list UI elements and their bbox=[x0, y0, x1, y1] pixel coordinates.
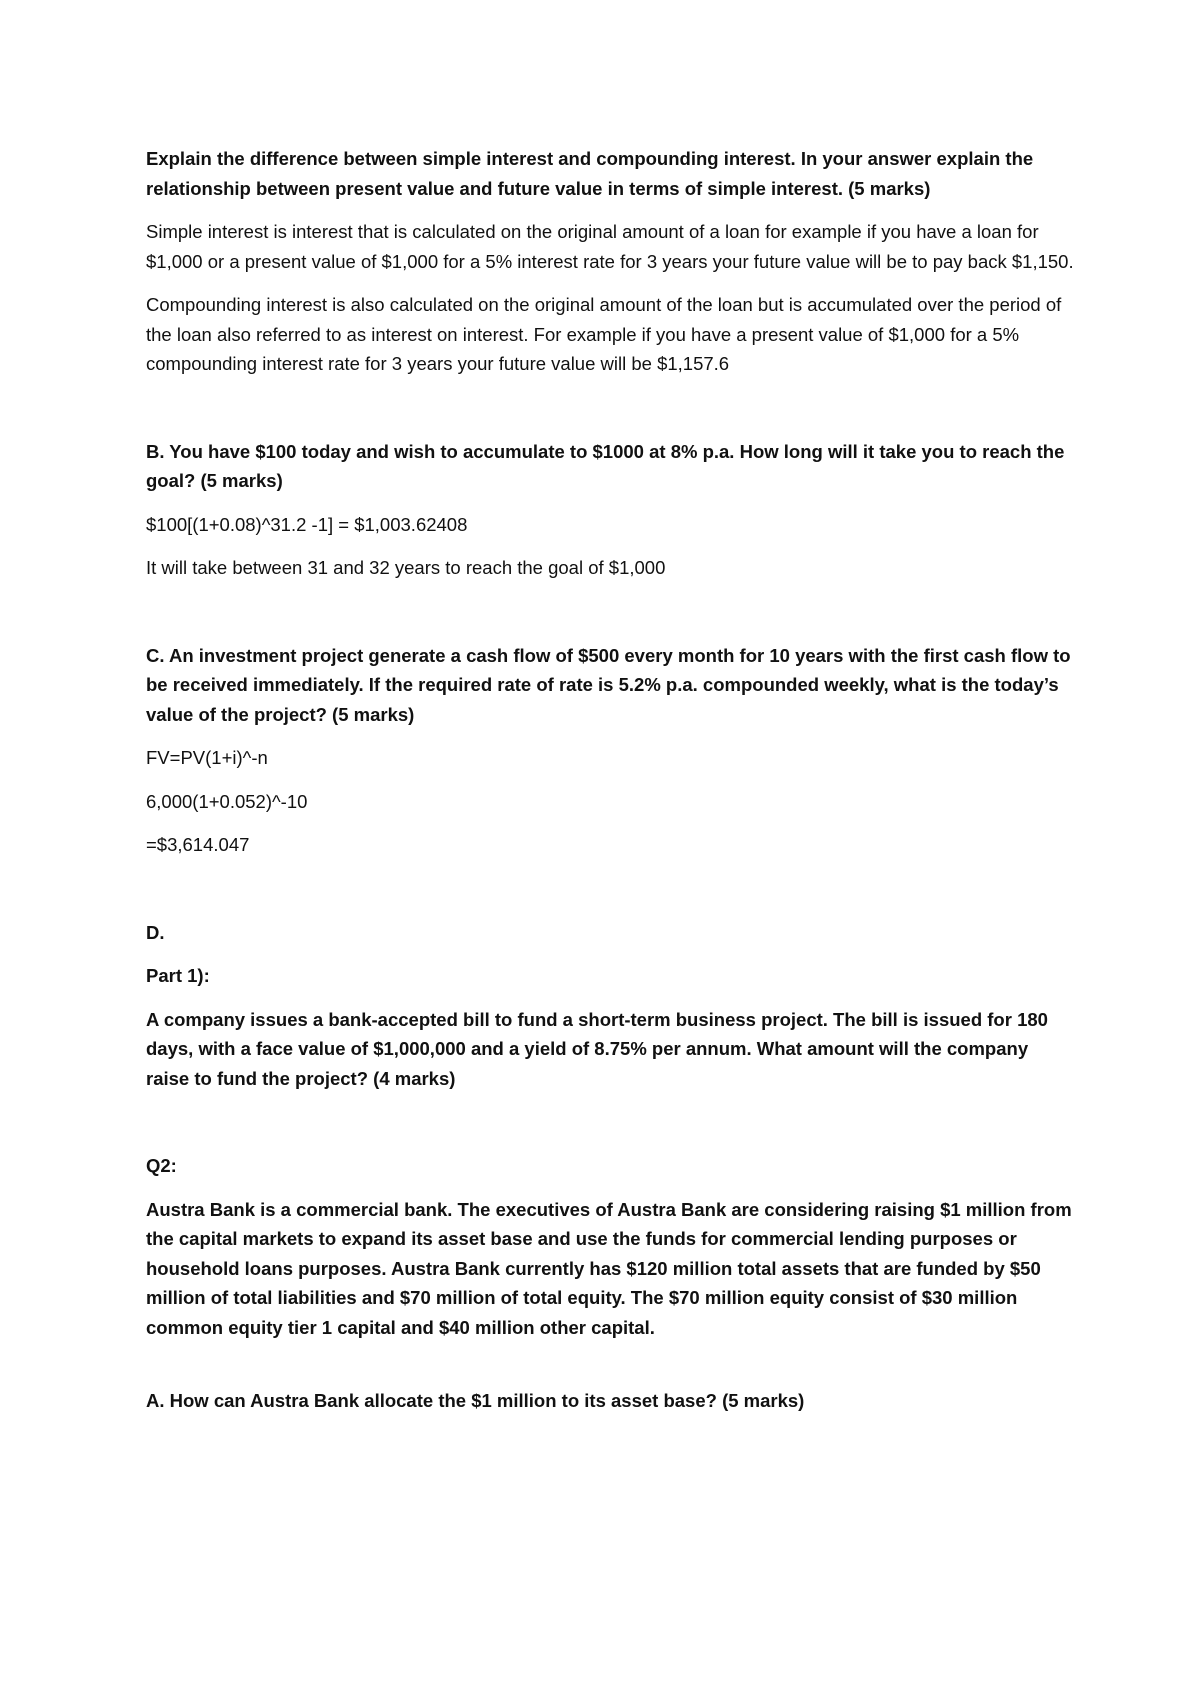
answer-compound-interest: Compounding interest is also calculated on the original amount of the loan but is accumulated over the period of the loan also referred to as interest on interest. For example if you have a present value of $1,000 for a 5% compounding interest rate for 3 years your future value will be $1,157.6 bbox=[146, 294, 1062, 374]
question-2-label: Q2: bbox=[146, 1155, 177, 1176]
question-d: A company issues a bank-accepted bill to fund a short-term business project. The bill is issued for 180 days, with a face value of $1,000,000 and a yield of 8.75% per annum. What amount will the company raise to fund the project? (4 marks) bbox=[146, 1008, 1048, 1089]
question-2-text: Austra Bank is a commercial bank. The executives of Austra Bank are considering raising $1 million from the capital markets to expand its asset base and use the funds for commercial lending purposes or household loans purposes. Austra Bank currently has $120 million total assets that are funded by $50 million of total liabilities and $70 million of total equity. The $70 million equity consist of $30 million common equity tier 1 capital and $40 million other capital. bbox=[146, 1198, 1072, 1338]
question-b: B. You have $100 today and wish to accumulate to $1000 at 8% p.a. How long will it take you to reach the goal? (5 marks) bbox=[146, 440, 1065, 491]
answer-c-result: =$3,614.047 bbox=[146, 834, 250, 855]
question-c: C. An investment project generate a cash flow of $500 every month for 10 years with the first cash flow to be received immediately. If the required rate of rate is 5.2% p.a. compounded weekly, what is the today’s value of the project? (5 marks) bbox=[146, 644, 1071, 725]
question-d-label: D. bbox=[146, 921, 165, 943]
answer-c-calculation: 6,000(1+0.052)^-10 bbox=[146, 790, 308, 812]
answer-simple-interest: Simple interest is interest that is calculated on the original amount of a loan for example if you have a loan for $1,000 or a present value of $1,000 for a 5% interest rate for 3 years your future value will be to pay back $1,150. bbox=[146, 221, 1074, 272]
question-2a: A. How can Austra Bank allocate the $1 million to its asset base? (5 marks) bbox=[146, 1390, 805, 1411]
question-d-part: Part 1): bbox=[146, 965, 210, 986]
question-1: Explain the difference between simple interest and compounding interest. In your answer explain the relationship between present value and future value in terms of simple interest. (5 marks) bbox=[146, 148, 1034, 199]
answer-b-calculation: $100[(1+0.08)^31.2 -1] = $1,003.62408 bbox=[146, 513, 468, 535]
document-body bbox=[146, 144, 1076, 1430]
answer-c-formula: FV=PV(1+i)^-n bbox=[146, 747, 268, 768]
answer-b-conclusion: It will take between 31 and 32 years to reach the goal of $1,000 bbox=[146, 557, 666, 578]
